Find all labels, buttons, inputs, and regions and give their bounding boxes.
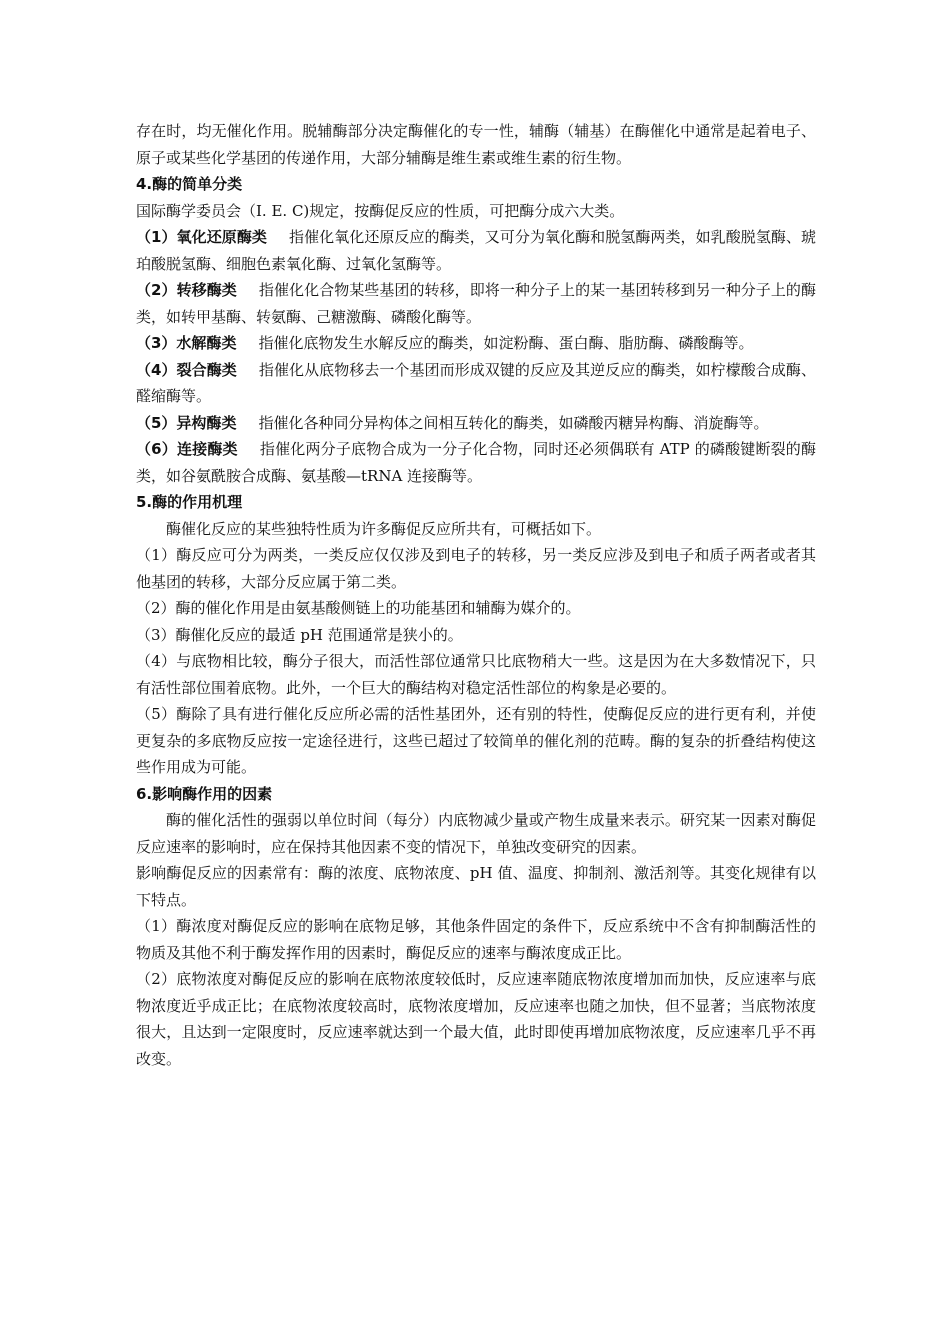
section-5-heading: 5.酶的作用机理: [136, 493, 243, 511]
section-6-paragraph: 影响酶促反应的因素常有：酶的浓度、底物浓度、pH 值、温度、抑制剂、激活剂等。其变化规律有以下特点。: [136, 864, 816, 909]
document-body: [136, 118, 816, 1072]
section-5-item: （2）酶的催化作用是由氨基酸侧链上的功能基团和辅酶为媒介的。: [136, 599, 581, 617]
section-6-item: （2）底物浓度对酶促反应的影响在底物浓度较低时，反应速率随底物浓度增加而加快，反应速率与底物浓度近乎成正比；在底物浓度较高时，底物浓度增加，反应速率也随之加快，但不显著；当底物浓度很大，且达到一定限度时，反应速率就达到一个最大值，此时即使再增加底物浓度，反应速率几乎不再改变。: [136, 970, 816, 1068]
item-text: 指催化化合物某些基团的转移，即将一种分子上的某一基团转移到另一种分子上的酶类，如转甲基酶、转氨酶、己糖激酶、磷酸化酶等。: [136, 281, 816, 326]
item-label: （2）转移酶类: [136, 281, 237, 299]
section-4-intro: 国际酶学委员会（I. E. C)规定，按酶促反应的性质，可把酶分成六大类。: [136, 201, 625, 220]
section-6-heading: 6.影响酶作用的因素: [136, 784, 273, 803]
section-5-item: （4）与底物相比较，酶分子很大，而活性部位通常只比底物稍大一些。这是因为在大多数情况下，只有活性部位围着底物。此外，一个巨大的酶结构对稳定活性部位的构象是必要的。: [136, 652, 816, 697]
section-4-item: [136, 330, 816, 357]
item-label: （4）裂合酶类: [136, 360, 237, 379]
section-4-item: [136, 436, 816, 489]
section-6-item: （1）酶浓度对酶促反应的影响在底物足够，其他条件固定的条件下，反应系统中不含有抑制酶活性的物质及其他不利于酶发挥作用的因素时，酶促反应的速率与酶浓度成正比。: [136, 917, 816, 962]
section-5-intro: 酶催化反应的某些独特性质为许多酶促反应所共有，可概括如下。: [166, 519, 602, 538]
section-5-item: （3）酶催化反应的最适 pH 范围通常是狭小的。: [136, 625, 463, 644]
item-label: （1）氧化还原酶类: [136, 228, 267, 246]
section-4-item: [136, 277, 816, 330]
item-label: （6）连接酶类: [136, 440, 238, 458]
item-text: 指催化两分子底物合成为一分子化合物，同时还必须偶联有 ATP 的磷酸键断裂的酶类，如谷氨酰胺合成酶、氨基酸—tRNA 连接酶等。: [136, 440, 816, 485]
intro-paragraph: 存在时，均无催化作用。脱辅酶部分决定酶催化的专一性，辅酶（辅基）在酶催化中通常是起着电子、原子或某些化学基团的传递作用，大部分辅酶是维生素或维生素的衍生物。: [136, 122, 816, 167]
section-4-heading: 4.酶的简单分类: [136, 175, 243, 193]
section-5-item: （1）酶反应可分为两类，一类反应仅仅涉及到电子的转移，另一类反应涉及到电子和质子两者或者其他基团的转移，大部分反应属于第二类。: [136, 546, 816, 591]
item-label: （3）水解酶类: [136, 334, 237, 352]
item-label: （5）异构酶类: [136, 413, 237, 432]
section-4-item: [136, 357, 816, 410]
item-text: 指催化氧化还原反应的酶类，又可分为氧化酶和脱氢酶两类，如乳酸脱氢酶、琥珀酸脱氢酶、细胞色素氧化酶、过氧化氢酶等。: [136, 228, 816, 273]
item-text: 指催化各种同分异构体之间相互转化的酶类，如磷酸丙糖异构酶、消旋酶等。: [258, 413, 769, 432]
section-4-item: [136, 410, 816, 437]
item-text: 指催化底物发生水解反应的酶类，如淀粉酶、蛋白酶、脂肪酶、磷酸酶等。: [258, 334, 754, 352]
section-5-item: （5）酶除了具有进行催化反应所必需的活性基团外，还有别的特性，使酶促反应的进行更有利，并使更复杂的多底物反应按一定途径进行，这些已超过了较简单的催化剂的范畴。酶的复杂的折叠结构使这些作用成为可能。: [136, 705, 816, 776]
section-4-item: [136, 224, 816, 277]
section-6-intro: 酶的催化活性的强弱以单位时间（每分）内底物减少量或产物生成量来表示。研究某一因素对酶促反应速率的影响时，应在保持其他因素不变的情况下，单独改变研究的因素。: [136, 811, 816, 856]
item-text: 指催化从底物移去一个基团而形成双键的反应及其逆反应的酶类，如柠檬酸合成酶、醛缩酶等。: [136, 360, 816, 405]
